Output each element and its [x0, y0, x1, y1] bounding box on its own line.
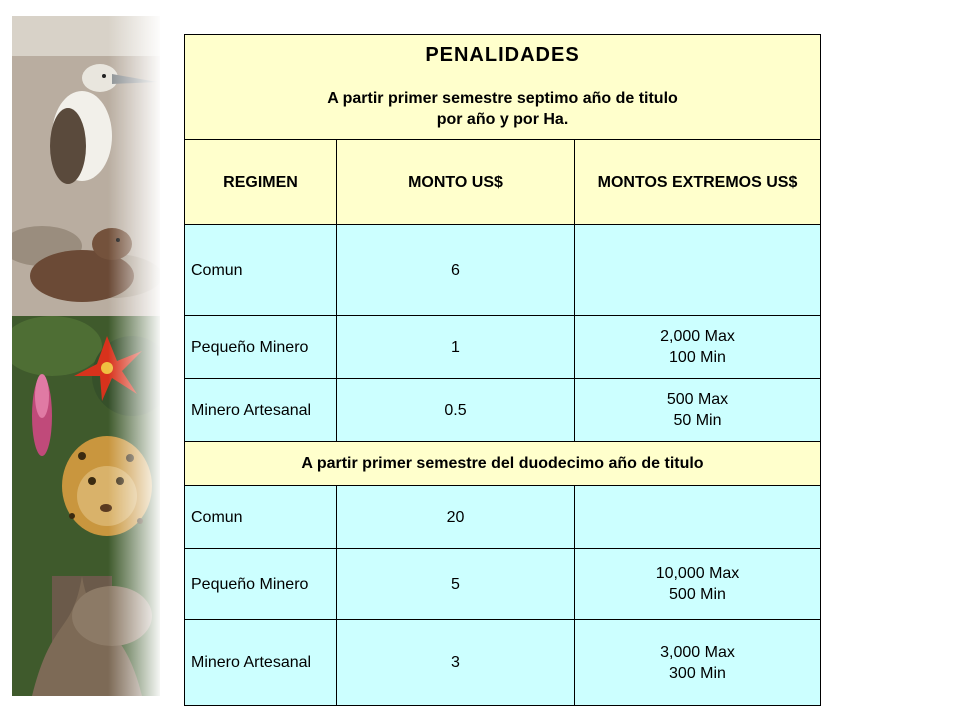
- table-subtitle-line1: A partir primer semestre septimo año de titulo: [327, 89, 678, 107]
- extremos-cell: [575, 225, 821, 316]
- max-value: 500 Max: [666, 391, 729, 408]
- section2-title: A partir primer semestre del duodecimo año de titulo: [185, 442, 821, 486]
- regimen-cell: Comun: [185, 225, 337, 316]
- table-title-cell: [185, 35, 821, 140]
- table-title: PENALIDADES: [425, 43, 580, 66]
- min-value: 50 Min: [673, 412, 722, 429]
- regimen-cell: Pequeño Minero: [185, 316, 337, 379]
- extremos-cell: [575, 486, 821, 549]
- wildlife-collage-image: [12, 16, 160, 696]
- monto-cell: 1: [337, 316, 575, 379]
- min-value: 100 Min: [669, 349, 726, 366]
- header-regimen: REGIMEN: [185, 140, 337, 225]
- table-subtitle-line2: por año y por Ha.: [436, 110, 569, 128]
- max-value: 10,000 Max: [655, 565, 740, 582]
- min-value: 300 Min: [669, 664, 726, 682]
- table-row: [185, 486, 821, 549]
- table-row: [185, 379, 821, 442]
- monto-cell: 0.5: [337, 379, 575, 442]
- extremos-cell: [575, 549, 821, 620]
- max-value: 3,000 Max: [660, 643, 735, 661]
- table-row: [185, 225, 821, 316]
- extremos-cell: [575, 620, 821, 706]
- header-monto: MONTO US$: [337, 140, 575, 225]
- max-value: 2,000 Max: [660, 328, 735, 345]
- header-montos-extremos: MONTOS EXTREMOS US$: [575, 140, 821, 225]
- regimen-cell: Minero Artesanal: [185, 620, 337, 706]
- monto-cell: 6: [337, 225, 575, 316]
- min-value: 500 Min: [669, 586, 726, 603]
- table-row: [185, 316, 821, 379]
- regimen-cell: Pequeño Minero: [185, 549, 337, 620]
- extremos-cell: [575, 316, 821, 379]
- extremos-cell: [575, 379, 821, 442]
- monto-cell: 3: [337, 620, 575, 706]
- table-row: [185, 549, 821, 620]
- monto-cell: 20: [337, 486, 575, 549]
- penalties-table: [184, 34, 821, 706]
- regimen-cell: Minero Artesanal: [185, 379, 337, 442]
- table-row: [185, 620, 821, 706]
- monto-cell: 5: [337, 549, 575, 620]
- regimen-cell: Comun: [185, 486, 337, 549]
